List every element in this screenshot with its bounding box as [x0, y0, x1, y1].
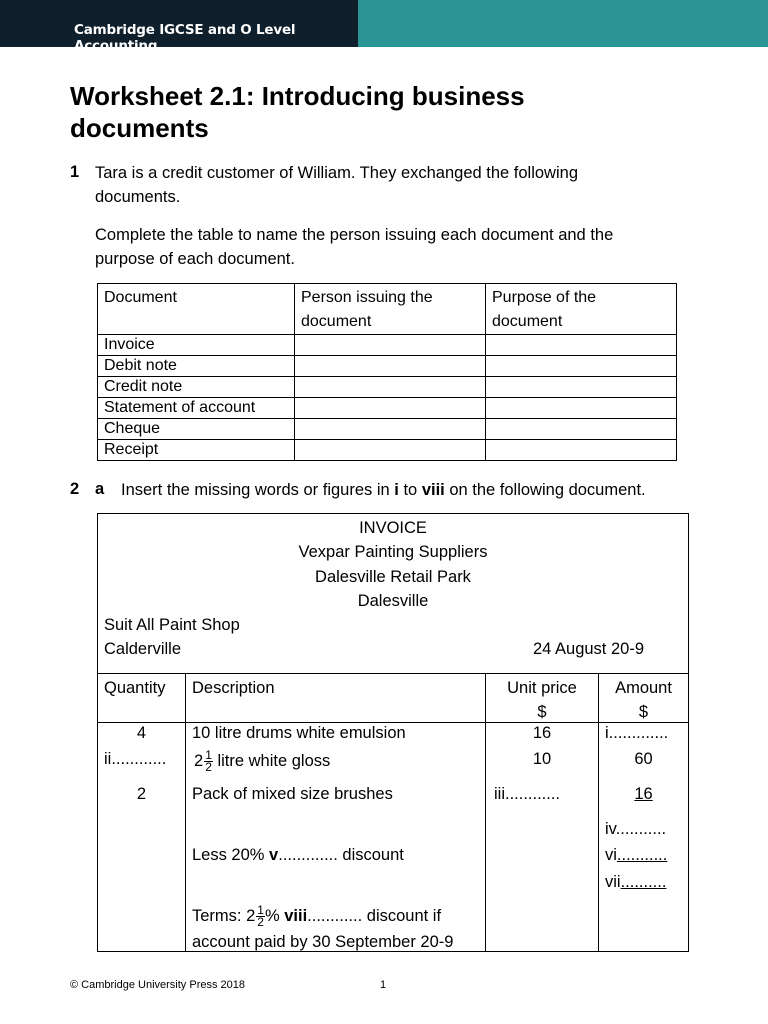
invoice-customer: Suit All Paint Shop [104, 616, 240, 634]
invoice-row1-qty: 4 [136, 724, 147, 742]
question-2-number: 2 [70, 480, 80, 498]
vii-dots: .......... [620, 873, 667, 891]
invoice-col-quantity: Quantity [104, 679, 166, 697]
question-1-instruction-line1: Complete the table to name the person issuing each document and the [95, 226, 614, 244]
fraction-half [256, 905, 265, 928]
table-row [98, 335, 677, 356]
invoice-row2-qty-blank-ii[interactable]: ii............ [104, 750, 167, 768]
question-1-instruction [95, 223, 613, 271]
invoice-terms-line2: account paid by 30 September 20-9 [192, 933, 454, 951]
table-row [98, 356, 677, 377]
fraction-denominator: 2 [205, 760, 212, 774]
table-cell-document: Receipt [98, 440, 295, 461]
header-teal-panel [358, 0, 768, 47]
header-dark-panel [0, 0, 358, 54]
invoice-address2: Dalesville [357, 592, 429, 610]
invoice-row3-desc: Pack of mixed size brushes [192, 785, 393, 803]
table-cell-person[interactable] [295, 419, 486, 440]
table-cell-purpose[interactable] [486, 335, 677, 356]
q2-instr-mid: to [398, 481, 422, 499]
invoice-col-unit-price-currency: $ [537, 703, 547, 721]
table-cell-person[interactable] [295, 398, 486, 419]
invoice-row3-amount: 16 [634, 785, 653, 803]
table-cell-person[interactable] [295, 356, 486, 377]
invoice-col-amount: Amount [615, 679, 672, 697]
question-1-instruction-line2: purpose of each document. [95, 250, 295, 268]
question-1-number: 1 [70, 163, 80, 181]
invoice-total-blank-iv[interactable]: iv........... [605, 820, 667, 838]
fraction-numerator: 1 [205, 748, 212, 762]
invoice-row2-amount: 60 [634, 750, 653, 768]
table-cell-purpose[interactable] [486, 356, 677, 377]
invoice-address1: Dalesville Retail Park [315, 568, 471, 586]
invoice-col-unit-price: Unit price [507, 679, 577, 697]
question-1-text-line1: Tara is a credit customer of William. They exchanged the following [95, 164, 578, 182]
table-cell-person[interactable] [295, 335, 486, 356]
q2-instr-i: i [394, 481, 399, 499]
invoice-row2-desc [194, 750, 330, 773]
table-cell-document: Statement of account [98, 398, 295, 419]
invoice-blank-vi[interactable] [605, 846, 667, 865]
invoice-customer-town: Calderville [104, 640, 182, 658]
table-cell-document: Cheque [98, 419, 295, 440]
invoice-less-discount [192, 846, 404, 865]
header-title: Cambridge IGCSE and O Level Accounting [74, 22, 296, 54]
q2-instr-pre: Insert the missing words or figures in [121, 481, 395, 499]
terms-pct: % [264, 906, 285, 925]
fraction-numerator: 1 [257, 903, 264, 917]
q2-instr-post: on the following document. [444, 481, 646, 499]
table-row [98, 377, 677, 398]
question-1-text-line2: documents. [95, 188, 181, 206]
invoice-row1-price: 16 [532, 724, 552, 742]
less-post-blank-v[interactable]: ............. discount [278, 846, 404, 864]
table-header-document: Document [98, 284, 295, 335]
invoice-row3-qty: 2 [136, 785, 147, 803]
less-v-label: v [269, 846, 279, 864]
invoice-row1-desc: 10 litre drums white emulsion [192, 724, 406, 742]
table-row [98, 398, 677, 419]
question-1-text [95, 161, 578, 209]
invoice-terms [192, 905, 441, 928]
mixed-number-whole: 2 [194, 751, 204, 770]
table-row [98, 440, 677, 461]
page-title: Worksheet 2.1: Introducing business documents [70, 81, 525, 143]
invoice-title: INVOICE [359, 519, 427, 537]
table-header-row [98, 284, 677, 335]
table-cell-document: Credit note [98, 377, 295, 398]
invoice-blank-vii[interactable] [605, 873, 666, 892]
table-cell-document: Invoice [98, 335, 295, 356]
header-bar [0, 0, 768, 54]
invoice-row1-amount-blank-i[interactable]: i............. [605, 724, 669, 742]
mixed-number-whole: 2 [246, 906, 256, 925]
table-cell-person[interactable] [295, 377, 486, 398]
table-cell-purpose[interactable] [486, 419, 677, 440]
fraction-half [204, 750, 213, 773]
table-header-person: Person issuing the document [295, 284, 486, 335]
vi-label: vi [605, 846, 617, 864]
less-pre: Less 20% [192, 846, 270, 864]
invoice-date: 24 August 20-9 [533, 640, 645, 658]
footer-page-number: 1 [380, 979, 387, 991]
invoice-box [97, 513, 689, 952]
invoice-row2-price: 10 [532, 750, 552, 768]
invoice-col-description: Description [192, 679, 275, 697]
fraction-denominator: 2 [257, 915, 264, 929]
invoice-row3-price-blank-iii[interactable]: iii............ [494, 785, 561, 803]
table-row [98, 419, 677, 440]
invoice-supplier: Vexpar Painting Suppliers [298, 543, 488, 561]
vi-dots: ........... [616, 846, 668, 864]
table-cell-purpose[interactable] [486, 398, 677, 419]
question-2-part-a: a [95, 480, 105, 498]
table-cell-person[interactable] [295, 440, 486, 461]
terms-viii-label: viii [284, 906, 308, 925]
terms-post-blank-viii[interactable]: ............ discount if [307, 906, 442, 925]
q2-instr-viii: viii [421, 481, 445, 499]
invoice-col-amount-currency: $ [638, 703, 649, 721]
question-2-instruction [121, 478, 646, 502]
footer-copyright: © Cambridge University Press 2018 [70, 979, 246, 991]
invoice-divider [98, 673, 688, 674]
table-cell-purpose[interactable] [486, 440, 677, 461]
documents-table [97, 283, 677, 461]
table-cell-document: Debit note [98, 356, 295, 377]
invoice-header-divider [98, 722, 688, 723]
terms-pre: Terms: [192, 906, 247, 925]
table-cell-purpose[interactable] [486, 377, 677, 398]
invoice-row2-desc-text: litre white gloss [212, 751, 331, 770]
table-header-purpose: Purpose of the document [486, 284, 677, 335]
vii-label: vii [605, 873, 621, 891]
invoice-col-divider [185, 673, 186, 951]
